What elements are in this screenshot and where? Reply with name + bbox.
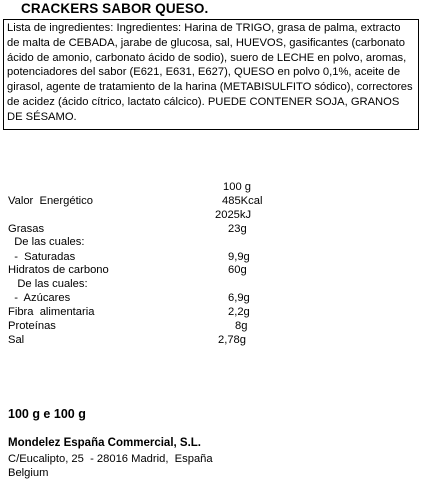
ingredients-box [3,19,419,130]
nutrition-row-value: 23g [228,223,247,235]
nutrition-row-value: 8g [235,320,248,332]
nutrition-row-value: 2,2g [228,306,250,318]
nutrition-row-label: Sal [8,334,25,346]
nutrition-row-label: Proteínas [8,320,56,332]
company-country: Belgium [8,467,49,479]
nutrition-row-value: 2,78g [218,334,246,346]
nutrition-row-value: 2025kJ [215,209,252,221]
nutrition-row-value: 6,9g [228,292,250,304]
ingredients-text: Lista de ingredientes: Ingredientes: Harina de TRIGO, grasa de palma, extracto de malta de CEBADA, jarabe de glucosa, sal, HUEVOS, gasificantes (carbonato ácido de amonio, carbonato ácido de sodio), suero de LECHE en polvo, aromas, potenciadores del sabor (E621, E631, E627), QUESO en polvo 0,1%, aceite de girasol, agente de tratamiento de la harina (METABISULFITO sódico), correctores de acidez (ácido cítrico, lactato cálcico). PUEDE CONTENER SOJA, GRANOS DE SÉSAMO. [7,22,413,123]
nutrition-row-value: 485Kcal [222,195,263,207]
nutrition-row-value: 9,9g [228,251,250,263]
product-title: CRACKERS SABOR QUESO. [21,1,209,16]
net-weight: 100 g e 100 g [8,407,86,421]
nutrition-row-label: Hidratos de carbono [8,264,109,276]
nutrition-row-label: Fibra alimentaria [8,306,95,318]
nutrition-row-value: 60g [228,264,247,276]
nutrition-row-label: Valor Energético [8,195,93,207]
nutrition-row-label: Grasas [8,223,45,235]
company-address: C/Eucalipto, 25 - 28016 Madrid, España [8,453,213,465]
nutrition-row-label: De las cuales: [8,278,88,290]
nutrition-row-label: De las cuales: [8,236,85,248]
company-name: Mondelez España Commercial, S.L. [8,437,201,449]
nutrition-header: 100 g [223,181,251,193]
nutrition-row-label: - Azúcares [8,292,71,304]
nutrition-table [0,178,422,358]
nutrition-row-label: - Saturadas [8,251,76,263]
